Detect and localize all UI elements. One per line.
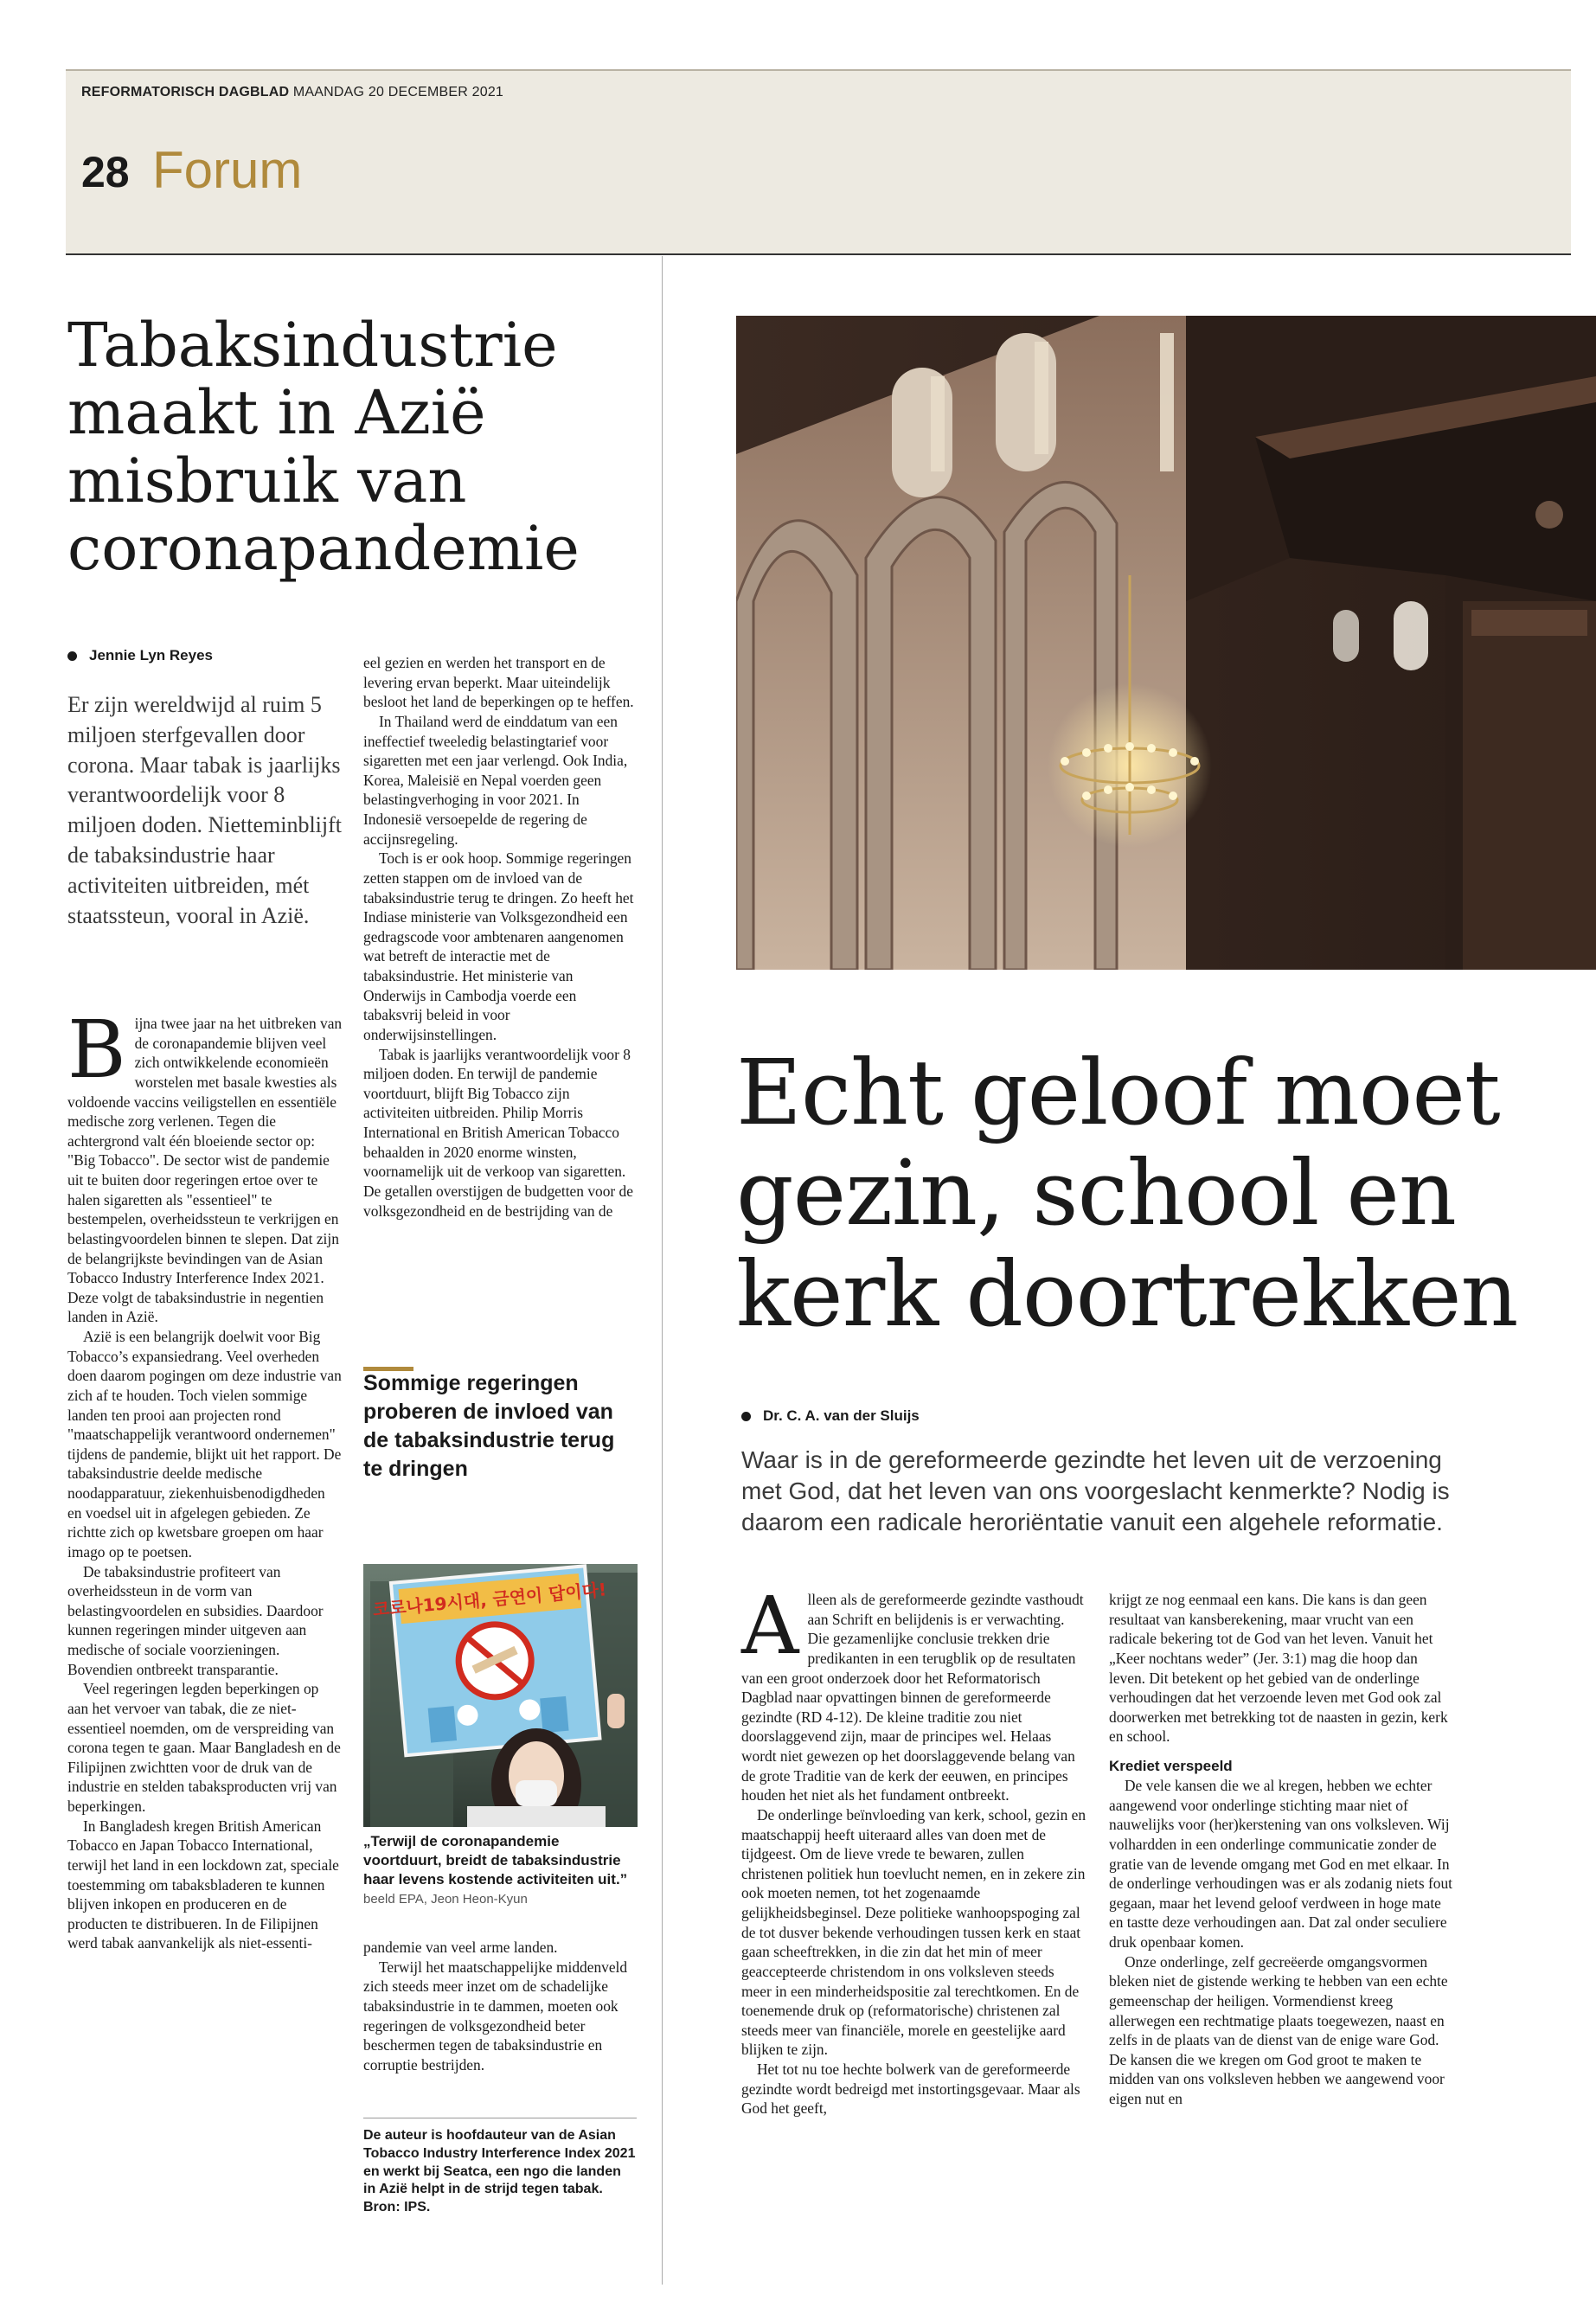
left-article-paragraph: Terwijl het maatschappelijke middenveld zich steeds meer inzet om de schadelijke tabaksindustrie in te dammen, moeten ook regeringen de volksgezondheid beter beschermen tegen de tabaksindustrie en corruptie bestrijden.: [363, 1958, 628, 2073]
left-article-author: Jennie Lyn Reyes: [89, 647, 213, 663]
right-article-column-1: [741, 1580, 1087, 2118]
paper-name: REFORMATORISCH DAGBLAD: [81, 85, 290, 99]
left-article-byline: [67, 647, 213, 664]
caption-text: „Terwijl de coronapandemie voortduurt, breidt de tabaksindustrie haar levens kostende activiteiten uit.”: [363, 1833, 628, 1888]
left-article-paragraph: Tabak is jaarlijks verantwoordelijk voor 8 miljoen doden. En terwijl de pandemie voortduurt, blijft Big Tobacco zijn activiteiten uitbreiden. Philip Morris International en British American Tobacco behaalden in 2020 enorme winsten, voornamelijk uit de verkoop van sigaretten. De getallen overstijgen de budgetten voor de volksgezondheid en de bestrijding van de: [363, 1045, 633, 1220]
right-article-column-2: [1109, 1590, 1457, 2109]
page-number: 28: [81, 148, 130, 196]
left-article-column-2-end: [363, 1938, 638, 2074]
right-article-headline: Echt geloof moet gezin, school en kerk doortrekken: [736, 1040, 1518, 1347]
church-illustration: [736, 316, 1596, 970]
section-title: Forum: [152, 141, 303, 199]
right-article-byline: [741, 1407, 920, 1425]
right-article-paragraph: De onderlinge beïnvloeding van kerk, school, gezin en maatschappij heeft uiteraard alles van doen met de tijdgeest. Om de lieve vrede te bewaren, zullen christenen politiek hun toevlucht nemen, en in zekere zin ook moeten nemen, tot het zogenaamde gelijkheidsbeginsel. Deze politieke wanhoopspoging zal de tot dusver bekende verhoudingen tussen kerk en staat gaan scheeftrekken, in die zin dat het min of meer geaccepteerde christendom in ons volksleven steeds meer in een minderheidspositie zal terechtkomen. En de toenemende druk op (reformatorische) christenen zal steeds meer van financiële, morele en geestelijke aard blijken te zijn.: [741, 1805, 1086, 2059]
right-article-paragraph: krijgt ze nog eenmaal een kans. Die kans is dan geen resultaat van kansberekening, maar vrucht van een radicale bekering tot de God van het leven. Vanuit het „Keer nochtans weder” (Jer. 3:1) mag die hoop dan leven. Dit betekent op het gebied van de onderlinge verhoudingen dat het verzoende leven met God ook zal doorwerken met betrekking tot de naasten in gezin, kerk en school.: [1109, 1591, 1448, 1746]
right-article-paragraph: Onze onderlinge, zelf gecreëerde omgangsvormen bleken niet de gistende werking te hebben van een echte gemeenschap der heiligen. Vormendienst kreeg allerwegen een rechtmatige plaats toegewezen, naast en zelfs in de plaats van de dienst van de enige ware God. De kansen die we kregen om God groot te maken te midden van ons volksleven hebben we aangewend voor eigen nut en: [1109, 1952, 1448, 2108]
left-article-paragraph: In Bangladesh kregen British American Tobacco en Japan Tobacco International, terwijl het land in een lockdown zat, speciale toestemming om tabaksbladeren te kunnen blijven inkopen en produceren en de producten te distribueren. In de Filipijnen werd tabak aanvankelijk als niet-essenti-: [67, 1817, 339, 1952]
left-article-paragraph: Toch is er ook hoop. Sommige regeringen zetten stappen om de invloed van de tabaksindustrie terug te dringen. Zo heeft het Indiase ministerie van Volksgezondheid een gedragscode voor ambtenaren aangenomen wat betreft de interactie met de tabaksindustrie. Het ministerie van Onderwijs in Cambodja voerde een tabaksvrij beleid in voor onderwijsinstellingen.: [363, 849, 634, 1043]
protest-photo: [363, 1564, 638, 1827]
right-article-paragraph: Het tot nu toe hechte bolwerk van de gereformeerde gezindte wordt bedreigd met instortingsgevaar. Maar als God het geeft,: [741, 2061, 1080, 2118]
author-note: De auteur is hoofdauteur van de Asian Tobacco Industry Interference Index 2021 en werkt bij Seatca, een ngo die landen in Azië helpt in de strijd tegen tabak. Bron: IPS.: [363, 2118, 637, 2217]
bullet-icon: [67, 651, 77, 661]
bullet-icon: [741, 1412, 751, 1421]
left-article-paragraph: In Thailand werd de einddatum van een ineffectief tweeledig belastingtarief voor sigaretten met een jaar verlengd. Ook India, Korea, Maleisië en Nepal voerden geen belastingverhoging in voor 2021. In Indonesië versoepelde de regering de accijnsregeling.: [363, 712, 628, 848]
right-article-author: Dr. C. A. van der Sluijs: [763, 1407, 920, 1424]
left-article-paragraph: Bijna twee jaar na het uitbreken van de coronapandemie blijven veel zich ontwikkelende economieën worstelen met basale kwesties als voldoende vaccins veiligstellen en essentiële medische zorg verlenen. Tegen die achtergrond valt één bloeiende sector op: "Big Tobacco". De sector wist de pandemie uit te buiten door regeringen ertoe over te halen sigaretten als "essentieel" te bestempelen, overheidssteun te verkrijgen en belastingvoordelen binnen te slepen. Dat zijn de belangrijkste bevindingen van de Asian Tobacco Industry Interference Index 2021. Deze volgt de tabaksindustrie in negentien landen in Azië.: [67, 1003, 343, 1326]
page-header: [66, 69, 1571, 255]
sign-text: 코로나19시대, 금연이 답이다!: [371, 1579, 608, 1620]
issue-date: MAANDAG 20 DECEMBER 2021: [292, 85, 504, 99]
church-interior-photo: [736, 316, 1596, 970]
header-rule: [66, 253, 1571, 255]
left-article-intro: Er zijn wereldwijd al ruim 5 miljoen sterfgevallen door corona. Maar tabak is jaarlijks verantwoordelijk voor 8 miljoen doden. Nietteminblijft de tabaksindustrie haar activiteiten uitbreiden, mét staatssteun, vooral in Azië.: [67, 692, 343, 928]
left-article-column-1: [67, 1003, 343, 1953]
right-article-paragraph: De vele kansen die we al kregen, hebben we echter aangewend voor onderlinge stichting maar niet of nauwelijks voor (her)kerstening van ons volksleven. Wij volhardden in een onderlinge communicatie zonder de gratie van de levende omgang met God en met elkaar. In de onderlinge verhoudingen was er als zodanig niets fout gegaan, maar het levend geloof verdween in hoge mate en tastte deze verhoudingen aan. Dat zal onder seculiere druk openbaar komen.: [1109, 1777, 1452, 1952]
left-article-column-2: [363, 653, 638, 1221]
photo-credit: beeld EPA, Jeon Heon-Kyun: [363, 1892, 528, 1907]
left-article-paragraph: pandemie van veel arme landen.: [363, 1939, 558, 1956]
left-article-paragraph: Veel regeringen legden beperkingen op aan het vervoer van tabak, die ze niet-essentieel noemden, om de verspreiding van corona tegen te gaan. Maar Bangladesh en de Filipijnen zwichtten voor de druk van de industrie en stelden tabaksproducten vrij van beperkingen.: [67, 1680, 341, 1815]
dateline: [81, 85, 503, 100]
left-article-paragraph: De tabaksindustrie profiteert van overheidssteun in de vorm van belastingvoordelen en subsidies. Daardoor kunnen regeringen minder uitgeven aan medische of sociale voorzieningen. Bovendien ontbreekt transparantie.: [67, 1562, 324, 1678]
drop-cap: A: [741, 1580, 799, 1672]
left-article-paragraph: eel gezien en werden het transport en de levering ervan beperkt. Maar uiteindelijk besloot het land de beperkingen op te heffen.: [363, 654, 634, 711]
right-article-paragraph: Alleen als de gereformeerde gezindte vasthoudt aan Schrift en belijdenis is er verwachting. Die gezamenlijke conclusie trekken drie predikanten in een terugblik op de resultaten van een groot onderzoek door het Reformatorisch Dagblad naar opvattingen binnen de gereformeerde gezindte (RD 4-12). De kleine traditie zou niet doorslaggevend zijn, maar de principes wel. Helaas wordt niet gewezen op het doorslaggevende belang van de grote Traditie van de kerk der eeuwen, en principes houden het niet als het fundament ontbreekt.: [741, 1580, 1084, 1804]
column-divider: [662, 256, 663, 2285]
drop-cap: B: [67, 1003, 126, 1096]
photo-caption: [363, 1832, 638, 1908]
protest-photo-illustration: [363, 1564, 638, 1827]
left-article-headline: Tabaksindustrie maakt in Azië misbruik van coronapandemie: [67, 310, 580, 585]
right-article-subhead: Krediet verspeeld: [1109, 1758, 1233, 1774]
right-article-lead: Waar is in de gereformeerde gezindte het leven uit de verzoening met God, dat het leven van ons voorgeslacht kenmerkte? Nodig is daarom een radicale heroriëntatie vanuit een algehele reformatie.: [741, 1446, 1450, 1535]
left-article-paragraph: Azië is een belangrijk doelwit voor Big Tobacco’s expansiedrang. Veel overheden doen daarom pogingen om deze industrie van zich af te houden. Toch vielen sommige landen ten prooi aan projecten rond "maatschappelijk verantwoord ondernemen" tijdens de pandemie, blijkt uit het rapport. De tabaksindustrie deelde medische noodapparatuur, ziekenhuisbenodigdheden en voedsel uit in afgelegen gebieden. Ze richtte zich op kwetsbare groepen om haar imago op te poetsen.: [67, 1328, 342, 1561]
pullquote: Sommige regeringen proberen de invloed van de tabaksindustrie terug te dringen: [363, 1371, 615, 1481]
